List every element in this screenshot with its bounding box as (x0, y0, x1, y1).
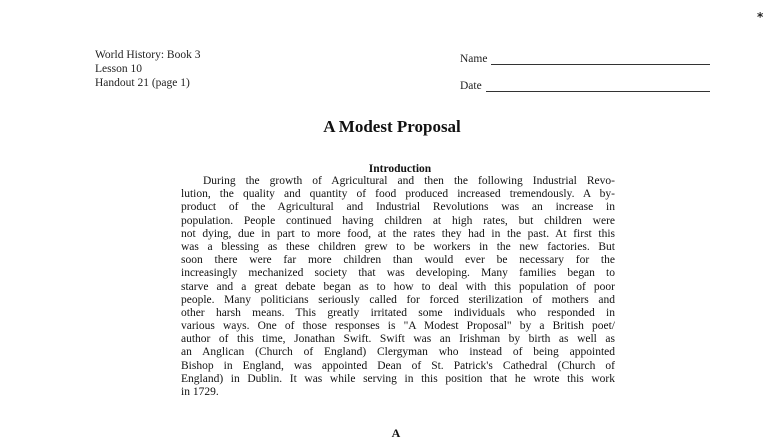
handout-label: Handout 21 (page 1) (95, 77, 190, 89)
paragraph-line: starve and a great debate began as to how to deal with this population of poor (181, 280, 615, 293)
name-field (460, 51, 710, 65)
student-fields (460, 51, 710, 92)
paragraph-line: an Anglican (Church of England) Clergyman who instead of being appointed (181, 346, 615, 359)
lesson-label: Lesson 10 (95, 63, 142, 75)
paragraph-line: in 1729. (181, 386, 219, 398)
document-title: A Modest Proposal (323, 117, 461, 136)
date-label: Date (460, 80, 482, 92)
paragraph-line: During the growth of Agricultural and then the following Industrial Revo- (203, 175, 615, 187)
name-line (491, 54, 710, 65)
paragraph-line: was a blessing as these children grew to be workers in the new factories. But (181, 240, 615, 253)
next-section-letter: A (391, 426, 401, 440)
section-heading: Introduction (368, 163, 432, 175)
handout-header (95, 48, 200, 90)
paragraph-line: not dying, due in part to more food, at the rates they had in the past. At first this (181, 227, 615, 240)
paragraph-line: author of this time, Jonathan Swift. Swift was an Irishman by birth as well as (181, 333, 615, 346)
date-field (460, 78, 710, 92)
book-label: World History: Book 3 (95, 49, 201, 61)
date-line (486, 81, 710, 92)
paragraph-line: product of the Agricultural and Industrial Revolutions was an increase in (181, 201, 615, 214)
paragraph-line: population. People continued having children at high rates, but children were (181, 214, 615, 227)
introduction-paragraph (181, 175, 615, 399)
corner-mark: * (757, 10, 764, 24)
name-label: Name (460, 53, 488, 65)
paragraph-line: lution, the quality and quantity of food produced increased tremendously. A by- (181, 188, 615, 201)
paragraph-line: people. Many politicians seriously called for forced sterilization of mothers and (181, 293, 615, 306)
paragraph-line: various ways. One of those responses is "A Modest Proposal" by a British poet/ (181, 320, 615, 333)
paragraph-line: other harsh means. This greatly irritated some individuals who responded in (181, 306, 615, 319)
paragraph-line: England) in Dublin. It was while serving in this position that he wrote this work (181, 372, 615, 385)
paragraph-line: increasingly mechanized society that was developing. Many families began to (181, 267, 615, 280)
paragraph-line: Bishop in England, was appointed Dean of St. Patrick's Cathedral (Church of (181, 359, 615, 372)
paragraph-line: soon there were far more children than would ever be necessary for the (181, 254, 615, 267)
